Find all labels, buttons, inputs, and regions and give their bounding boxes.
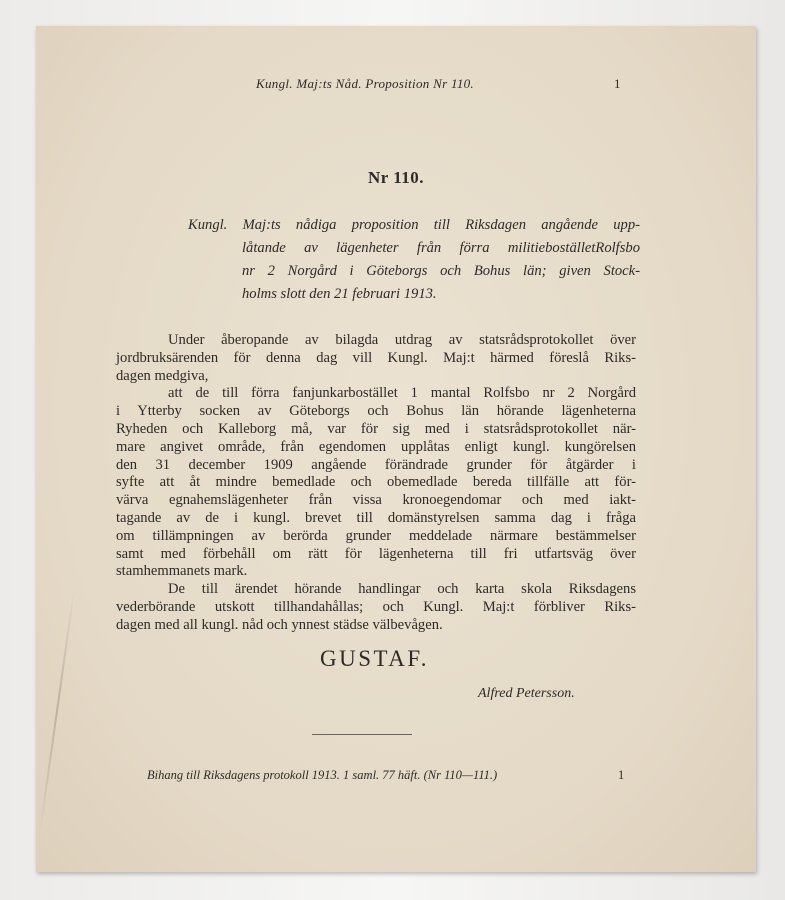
document-page: [36, 26, 756, 872]
body-line: samt med förbehåll om rätt för lägenheterna till fri utfartsväg över: [116, 545, 636, 562]
proposition-line: holms slott den 21 februari 1913.: [242, 286, 437, 302]
running-head-title: Kungl. Maj:ts Nåd. Proposition Nr 110.: [256, 76, 474, 91]
body-line: värva egnahemslägenheter från vissa kronoegendomar och med iakt-: [116, 492, 636, 509]
body-line: tagande av de i kungl. brevet till domänstyrelsen samma dag i fråga: [116, 509, 636, 526]
body-line: vederbörande utskott tillhandahållas; och Kungl. Maj:t förbliver Riks-: [116, 598, 636, 615]
proposition-title: [188, 214, 640, 306]
running-head-page-number: 1: [614, 76, 621, 91]
body-line: Under åberopande av bilagda utdrag av statsrådsprotokollet över: [168, 332, 636, 348]
body-line: att de till förra fanjunkarbostället 1 mantal Rolfsbo nr 2 Norgård: [168, 385, 636, 402]
countersignature: Alfred Petersson.: [478, 686, 575, 701]
body-line: om tillämpningen av berörda grunder meddelade närmare bestämmelser: [116, 527, 636, 544]
footer-citation: Bihang till Riksdagens protokoll 1913. 1 saml. 77 häft. (Nr 110—111.): [147, 768, 498, 782]
body-line: dagen med all kungl. nåd och ynnest städse välbevågen.: [116, 616, 443, 633]
body-line: Ryheden och Kalleborg må, var för sig med i statsrådsprotokollet när-: [116, 420, 636, 437]
body-line: den 31 december 1909 angående förändrade grunder för åtgärder i: [116, 456, 636, 473]
paper-crease: [39, 587, 76, 835]
footer-page-number: 1: [618, 768, 625, 782]
proposition-line: låtande av lägenheter från förra militieboställetRolfsbo: [242, 240, 640, 256]
body-line: mare angivet område, från egendomen upplåtas enligt kungl. kungörelsen: [116, 438, 636, 455]
body-line: dagen medgiva,: [116, 367, 209, 384]
proposition-number: Nr 110.: [367, 168, 425, 187]
royal-signature: GUSTAF.: [320, 646, 430, 671]
body-line: De till ärendet hörande handlingar och karta skola Riksdagens: [168, 581, 636, 598]
divider-rule: [312, 734, 412, 735]
body-line: stamhemmanets mark.: [116, 563, 248, 580]
proposition-line: nr 2 Norgård i Göteborgs och Bohus län; given Stock-: [242, 263, 640, 279]
body-text: [116, 332, 636, 635]
body-line: i Ytterby socken av Göteborgs och Bohus län hörande lägenheterna: [116, 403, 636, 420]
proposition-line: Kungl. Maj:ts nådiga proposition till Riksdagen angående upp-: [188, 217, 640, 233]
body-line: syfte att åt mindre bemedlade och obemedlade bereda tillfälle att för-: [116, 474, 636, 491]
body-line: jordbruksärenden för denna dag vill Kungl. Maj:t härmed föreslå Riks-: [116, 349, 636, 366]
